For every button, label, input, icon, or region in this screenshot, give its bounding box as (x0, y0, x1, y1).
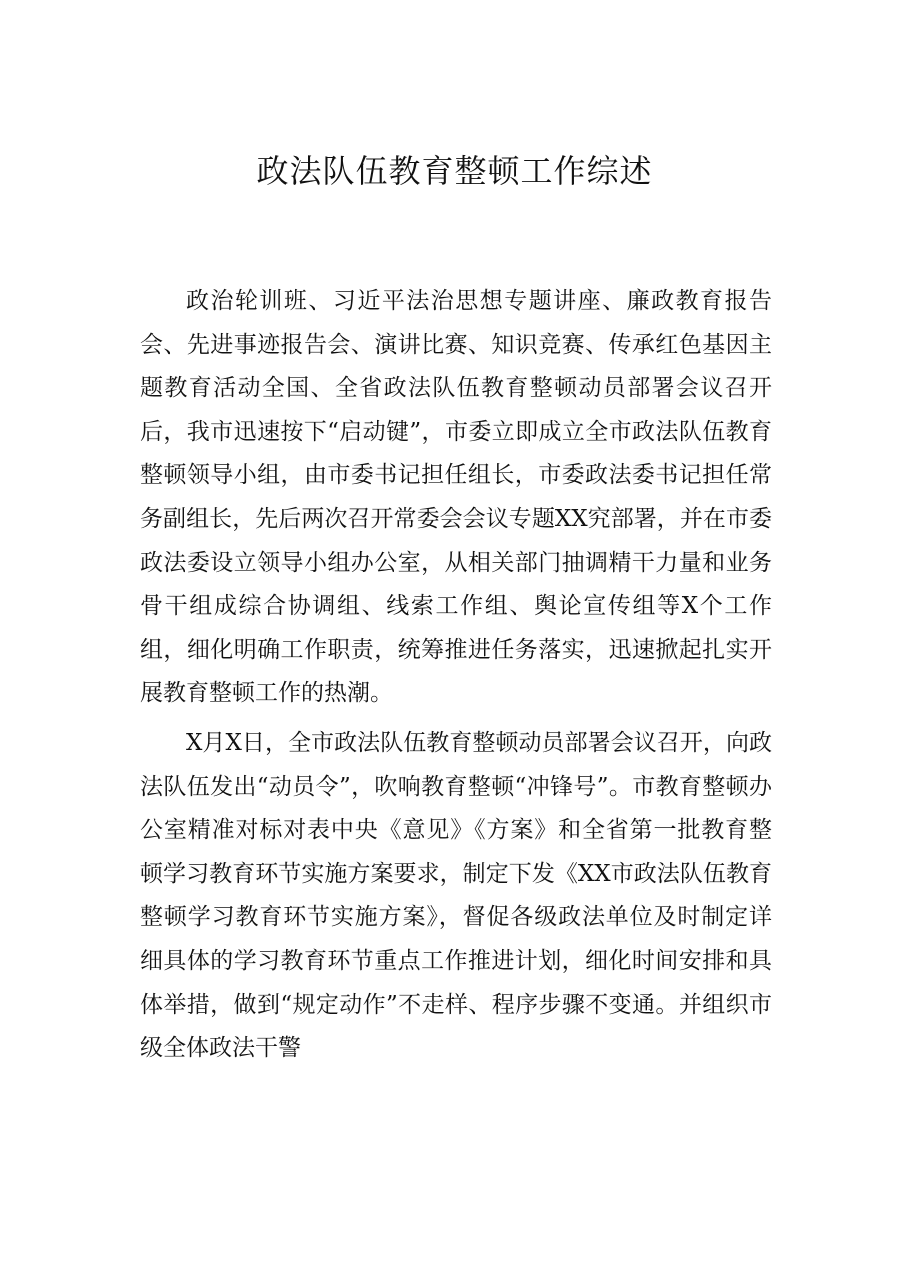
paragraph-1: 政治轮训班、习近平法治思想专题讲座、廉政教育报告会、先进事迹报告会、演讲比赛、知识竞赛、传承红色基因主题教育活动全国、全省政法队伍教育整顿动员部署会议召开后，我市迅速按下“启动键”，市委立即成立全市政法队伍教育整顿领导小组，由市委书记担任组长，市委政法委书记担任常务副组长，先后两次召开常委会会议专题XX究部署，并在市委政法委设立领导小组办公室，从相关部门抽调精干力量和业务骨干组成综合协调组、线索工作组、舆论宣传组等X个工作组，细化明确工作职责，统筹推进任务落实，迅速掀起扎实开展教育整顿工作的热潮。 (140, 288, 772, 707)
document-title: 政法队伍教育整顿工作综述 (256, 152, 653, 190)
document-body (140, 280, 772, 1077)
paragraph-2: X月X日，全市政法队伍教育整顿动员部署会议召开，向政法队伍发出“动员令”，吹响教育整顿“冲锋号”。市教育整顿办公室精准对标对表中央《意见》《方案》和全省第一批教育整顿学习教育环节实施方案要求，制定下发《XX市政法队伍教育整顿学习教育环节实施方案》，督促各级政法单位及时制定详细具体的学习教育环节重点工作推进计划，细化时间安排和具体举措，做到“规定动作”不走样、程序步骤不变通。并组织市级全体政法干警 (140, 729, 772, 1062)
